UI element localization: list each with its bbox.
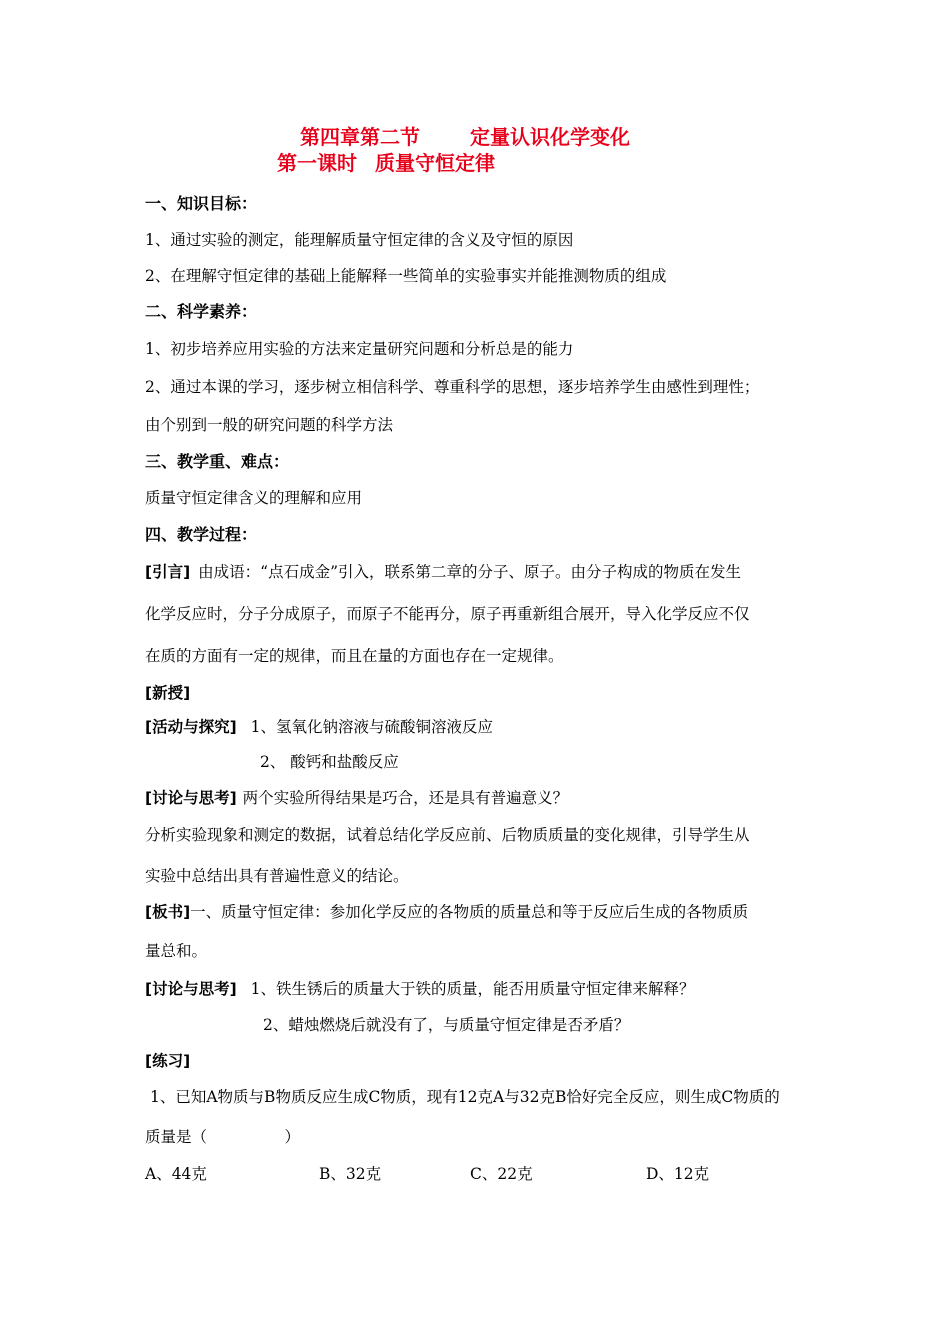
activity-line-1 — [145, 717, 493, 737]
option-d: D、12克 — [646, 1165, 710, 1183]
option-b: B、32克 — [319, 1165, 382, 1183]
option-a: A、44克 — [145, 1165, 207, 1183]
title-line-1 — [300, 124, 630, 150]
discussion-2-tag: [讨论与思考] — [145, 980, 237, 998]
goal-item-1: 1、通过实验的测定，能理解质量守恒定律的含义及守恒的原因 — [145, 231, 574, 249]
intro-line-3: 在质的方面有一定的规律，而且在量的方面也存在一定规律。 — [145, 647, 564, 665]
intro-text-1: 由成语：“点石成金”引入，联系第二章的分子、原子。由分子构成的物质在发生 — [198, 563, 742, 581]
lesson-label: 第一课时 — [277, 151, 357, 175]
practice-question-1-line-1: 1、已知A物质与B物质反应生成C物质，现有12克A与32克B恰好完全反应，则生成C物质的 — [150, 1088, 780, 1106]
lesson-title: 质量守恒定律 — [375, 151, 495, 175]
intro-line-1 — [145, 562, 741, 582]
keypoints-text: 质量守恒定律含义的理解和应用 — [145, 489, 363, 507]
goal-item-2: 2、在理解守恒定律的基础上能解释一些简单的实验事实并能推测物质的组成 — [145, 267, 667, 285]
discussion-2-item-2: 2、蜡烛燃烧后就没有了，与质量守恒定律是否矛盾？ — [263, 1016, 630, 1034]
literacy-item-1: 1、初步培养应用实验的方法来定量研究问题和分析总是的能力 — [145, 340, 574, 358]
analysis-line-2: 实验中总结出具有普遍性意义的结论。 — [145, 867, 409, 885]
title-line-2 — [277, 150, 495, 176]
board-line-1 — [145, 902, 748, 922]
option-c: C、22克 — [470, 1165, 533, 1183]
practice-tag: [练习] — [145, 1052, 191, 1070]
analysis-line-1: 分析实验现象和测定的数据，试着总结化学反应前、后物质质量的变化规律，引导学生从 — [145, 826, 750, 844]
activity-item-1: 1、氢氧化钠溶液与硫酸铜溶液反应 — [250, 718, 494, 736]
literacy-item-2: 2、通过本课的学习，逐步树立相信科学、尊重科学的思想，逐步培养学生由感性到理性； — [145, 378, 760, 396]
board-line-2: 量总和。 — [145, 942, 208, 960]
chapter-label: 第四章第二节 — [300, 125, 420, 149]
activity-item-2: 2、 酸钙和盐酸反应 — [260, 753, 399, 771]
discussion-1-line — [145, 788, 568, 808]
section-heading-keypoints: 三、教学重、难点： — [145, 452, 290, 471]
section-heading-goals: 一、知识目标： — [145, 194, 258, 213]
section-title: 定量认识化学变化 — [470, 125, 630, 149]
discussion-2-item-1: 1、铁生锈后的质量大于铁的质量，能否用质量守恒定律来解释？ — [250, 980, 695, 998]
section-heading-process: 四、教学过程： — [145, 525, 258, 544]
literacy-item-2-cont: 由个别到一般的研究问题的科学方法 — [145, 416, 394, 434]
discussion-1-tag: [讨论与思考] — [145, 789, 237, 807]
board-tag: [板书] — [145, 903, 191, 921]
discussion-2-line-1 — [145, 979, 695, 999]
section-heading-literacy: 二、科学素养： — [145, 302, 258, 321]
activity-tag: [活动与探究] — [145, 718, 237, 736]
discussion-1-text: 两个实验所得结果是巧合，还是具有普遍意义？ — [242, 789, 569, 807]
new-lesson-tag: [新授] — [145, 684, 191, 702]
board-text-1: 一、质量守恒定律：参加化学反应的各物质的质量总和等于反应后生成的各物质质 — [190, 903, 749, 921]
intro-tag: [引言] — [145, 563, 191, 581]
practice-question-1-line-2: 质量是（ ） — [145, 1128, 301, 1146]
intro-line-2: 化学反应时，分子分成原子，而原子不能再分，原子再重新组合展开，导入化学反应不仅 — [145, 605, 750, 623]
